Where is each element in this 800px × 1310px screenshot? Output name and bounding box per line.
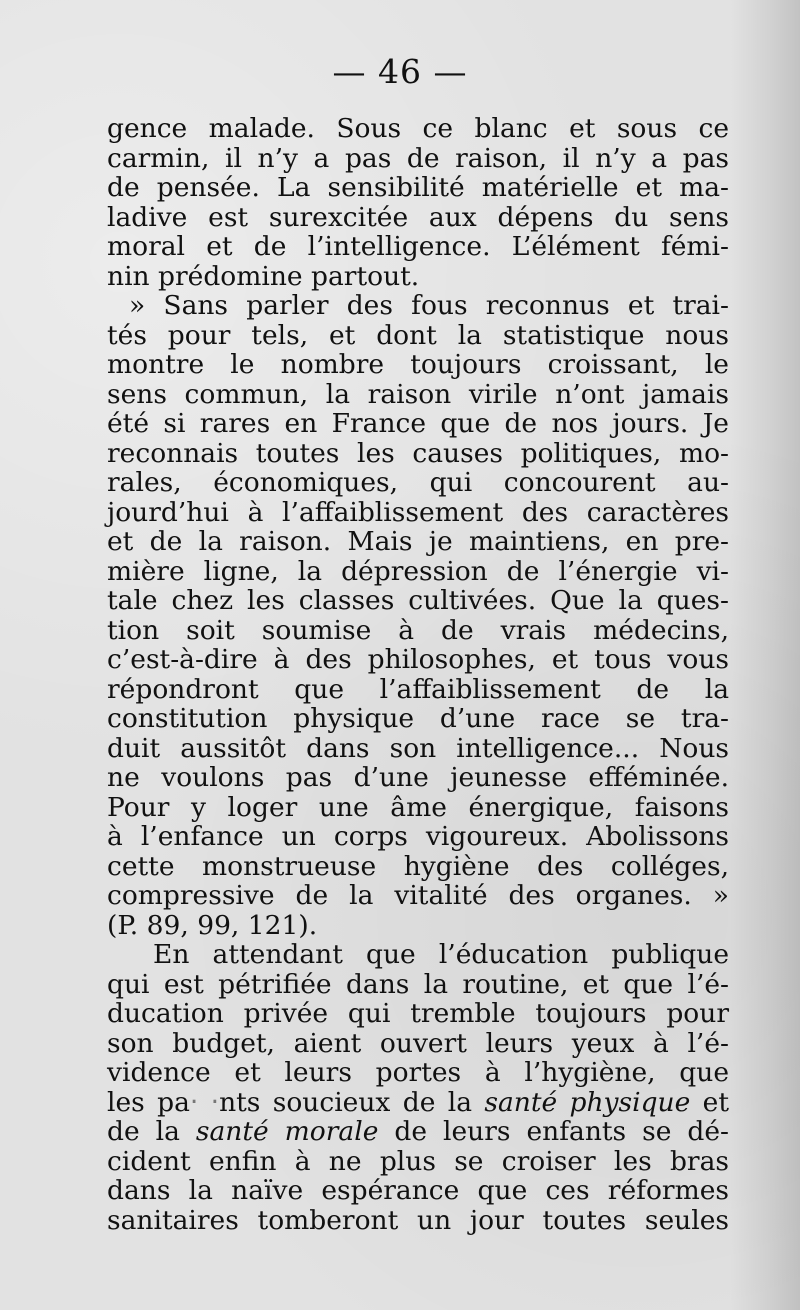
text-line: vidence et leurs portes à l’hygiène, que	[107, 1057, 729, 1088]
page-number: — 46 —	[332, 52, 468, 91]
text-line: son budget, aient ouvert leurs yeux à l’é-	[107, 1027, 729, 1059]
text-line: montre le nombre toujours croissant, le	[107, 349, 729, 380]
text-line: dans la naïve espérance que ces réformes	[107, 1175, 729, 1206]
text-line: compressive de la vitalité des organes. »	[107, 880, 729, 911]
text-line: été si rares en France que de nos jours. Je	[107, 408, 729, 439]
page-edge-shadow	[730, 0, 800, 1310]
line-segment: les pa	[107, 1086, 190, 1118]
line-segment: et	[690, 1086, 729, 1118]
text-line: gence malade. Sous ce blanc et sous ce	[107, 113, 729, 144]
text-line: duit aussitôt dans son intelligence... Nous	[107, 732, 729, 764]
text-line: En attendant que l’éducation publique	[153, 939, 729, 970]
text-line: ducation privée qui tremble toujours pour	[107, 998, 729, 1029]
text-line: sens commun, la raison virile n’ont jamais	[107, 378, 729, 410]
text-line: répondront que l’affaiblissement de la	[107, 673, 729, 705]
text-line: qui est pétrifiée dans la routine, et que l’é-	[107, 968, 729, 1000]
text-line-mixed	[107, 1088, 729, 1118]
text-line: reconnais toutes les causes politiques, mo-	[107, 437, 729, 469]
text-line: ladive est surexcitée aux dépens du sens	[107, 201, 729, 233]
text-line: c’est-à-dire à des philosophes, et tous vous	[107, 644, 729, 675]
line-segment: de la	[107, 1116, 196, 1147]
line-segment: de leurs enfants se dé-	[378, 1116, 729, 1147]
text-line: constitution physique d’une race se tra-	[107, 703, 729, 734]
text-line: tale chez les classes cultivées. Que la ques-	[107, 585, 729, 616]
italic-phrase: santé physique	[484, 1086, 691, 1118]
text-line: cident enfin à ne plus se croiser les bras	[107, 1145, 729, 1177]
text-line: à l’enfance un corps vigoureux. Abolissons	[107, 821, 729, 852]
text-line: sanitaires tomberont un jour toutes seules	[107, 1204, 729, 1236]
text-line: et de la raison. Mais je maintiens, en pre-	[107, 526, 729, 557]
text-line: Pour y loger une âme énergique, faisons	[107, 791, 729, 823]
text-line: (P. 89, 99, 121).	[107, 909, 318, 941]
text-line: de pensée. La sensibilité matérielle et ma-	[107, 172, 729, 203]
body-text	[107, 114, 729, 1235]
text-line: moral et de l’intelligence. L’élément fémi-	[107, 231, 729, 262]
text-line: jourd’hui à l’affaiblissement des caractères	[107, 496, 729, 528]
damaged-letters: ‧ ‧	[189, 1086, 220, 1118]
text-line: rales, économiques, qui concourent au-	[107, 467, 729, 498]
text-line: ne voulons pas d’une jeunesse efféminée.	[107, 762, 729, 793]
text-line: » Sans parler des fous reconnus et trai-	[129, 290, 729, 321]
text-line: mière ligne, la dépression de l’énergie vi-	[107, 555, 729, 587]
line-segment: nts soucieux de la	[219, 1086, 485, 1118]
italic-phrase: santé morale	[195, 1116, 379, 1147]
text-line: cette monstrueuse hygiène des colléges,	[107, 850, 729, 882]
text-line-mixed	[107, 1117, 729, 1147]
text-line: tion soit soumise à de vrais médecins,	[107, 614, 729, 646]
text-line: nin prédomine partout.	[107, 260, 420, 292]
text-line: carmin, il n’y a pas de raison, il n’y a pas	[107, 142, 729, 174]
text-line: tés pour tels, et dont la statistique nous	[107, 319, 729, 351]
